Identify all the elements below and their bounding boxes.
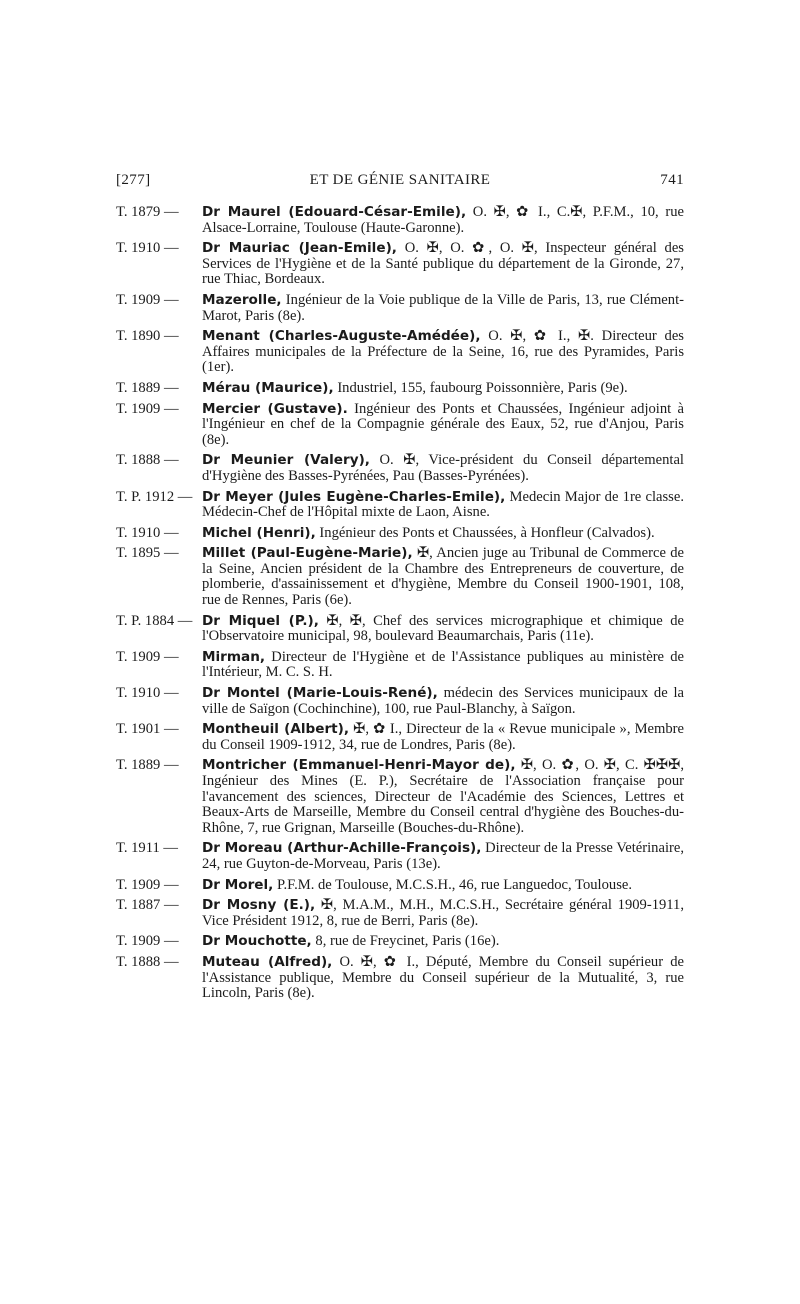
entry-description: P.F.M. de Toulouse, M.C.S.H., 46, rue Languedoc, Toulouse. [277,876,633,893]
entry-code: T. 1887 — [116,897,179,914]
entry-description: ✠, ✠, Chef des services micrographique et chimique de l'Observatoire municipal, 98, boulevard Beaumarchais, Paris (11e). [202,612,684,645]
list-item [116,241,684,288]
list-item [116,841,684,872]
entry-code: T. 1889 — [116,757,179,774]
page-reference: [277] [116,172,151,188]
entry-name: Mercier (Gustave). [202,400,348,417]
list-item [116,453,684,484]
entry-code: T. 1901 — [116,721,179,738]
list-item [116,329,684,376]
list-item [116,402,684,449]
entry-name: Millet (Paul-Eugène-Marie), [202,545,413,562]
entry-description: médecin des Services municipaux de la ville de Saïgon (Cochinchine), 100, rue Paul-Blanchy, à Saïgon. [202,685,685,717]
entry-name: Michel (Henri), [202,524,316,541]
entry-name: Dr Mauriac (Jean-Emile), [202,240,397,257]
entry-name: Menant (Charles-Auguste-Amédée), [202,328,481,345]
entry-name: Dr Miquel (P.), [202,612,319,629]
list-item [116,650,684,681]
list-item [116,898,684,929]
entry-description: ✠, ✿ I., Directeur de la « Revue municipale », Membre du Conseil 1909-1912, 34, rue de Londres, Paris (8e). [202,721,685,753]
entry-code: T. 1909 — [116,291,179,308]
entry-name: Mazerolle, [202,291,282,308]
entry-name: Muteau (Alfred), [202,953,333,970]
page-number: 741 [660,172,684,188]
entry-description: Directeur de l'Hygiène et de l'Assistance publiques au ministère de l'Intérieur, M. C. S. H. [202,648,685,681]
entry-name: Dr Mosny (E.), [202,897,316,914]
list-item [116,614,684,645]
list-item [116,722,684,753]
list-item [116,758,684,836]
entry-code: T. 1910 — [116,240,179,257]
running-header [116,172,684,194]
entry-name: Dr Moreau (Arthur-Achille-François), [202,840,482,857]
entry-code: T. 1911 — [116,840,179,857]
entry-code: T. 1879 — [116,204,179,220]
list-item [116,293,684,324]
entry-code: T. 1889 — [116,379,179,396]
member-list [116,205,684,1007]
list-item [116,878,684,894]
entry-name: Montheuil (Albert), [202,721,350,738]
entry-description: ✠, O. ✿, O. ✠, C. ✠✠✠, Ingénieur des Mines (E. P.), Secrétaire de l'Association française pour l'avancement des sciences, Directeur de l'Académie des Sciences, Lettres et Beaux-Arts de Marseille, Membre du Conseil central d'hygiène des Bouches-du-Rhône, 7, rue Grignan, Marseille (Bouches-du-Rhône). [202,757,684,836]
list-item [116,686,684,717]
entry-name: Mirman, [202,648,266,665]
entry-description: ✠, M.A.M., M.H., M.C.S.H., Secrétaire général 1909-1911, Vice Président 1912, 8, rue de Berri, Paris (8e). [202,897,684,929]
list-item [116,955,684,1002]
entry-name: Dr Morel, [202,876,274,893]
entry-code: T. 1888 — [116,452,179,469]
entry-name: Dr Montel (Marie-Louis-René), [202,685,438,702]
entry-code: T. 1895 — [116,545,179,562]
list-item [116,381,684,397]
entry-code: T. 1910 — [116,524,179,541]
entry-description: O. ✠, ✿ I., C.✠, P.F.M., 10, rue Alsace-Lorraine, Toulouse (Haute-Garonne). [202,204,684,236]
entry-name: Montricher (Emmanuel-Henri-Mayor de), [202,757,516,774]
entry-code: T. 1909 — [116,648,179,665]
entry-code: T. P. 1884 — [116,612,193,629]
entry-description: Ingénieur de la Voie publique de la Ville de Paris, 13, rue Clément-Marot, Paris (8e). [202,291,684,324]
entry-name: Mérau (Maurice), [202,379,334,396]
entry-code: T. 1888 — [116,953,179,970]
entry-description: O. ✠, O. ✿, O. ✠, Inspecteur général des Services de l'Hygiène et de la Santé publique du département de la Gironde, 27, rue Thiac, Bordeaux. [202,240,684,288]
entry-description: Ingénieur des Ponts et Chaussées, à Honfleur (Calvados). [319,524,655,541]
entry-name: Dr Mouchotte, [202,933,312,950]
entry-description: O. ✠, Vice-président du Conseil départemental d'Hygiène des Basses-Pyrénées, Pau (Basses-Pyrénées). [202,452,684,484]
list-item [116,205,684,236]
entry-code: T. P. 1912 — [116,488,193,505]
entry-code: T. 1910 — [116,685,179,702]
entry-code: T. 1909 — [116,400,179,417]
list-item [116,546,684,608]
entry-description: Ingénieur des Ponts et Chaussées, Ingénieur adjoint à l'Ingénieur en chef de la Compagnie générale des Eaux, 52, rue d'Anjou, Paris (8e). [202,400,685,448]
entry-description: 8, rue de Freycinet, Paris (16e). [315,933,500,950]
entry-code: T. 1890 — [116,328,179,345]
list-item [116,490,684,521]
entry-name: Dr Meunier (Valery), [202,452,370,469]
entry-description: Directeur de la Presse Vetérinaire, 24, rue Guyton-de-Morveau, Paris (13e). [202,840,684,872]
entry-description: Industriel, 155, faubourg Poissonnière, Paris (9e). [337,379,628,396]
running-title: ET DE GÉNIE SANITAIRE [309,172,491,188]
entry-description: ✠, Ancien juge au Tribunal de Commerce de la Seine, Ancien président de la Chambre des Entrepreneurs de couverture, de plomberie, d'assainissement et d'hygiène, Membre du Conseil 1900-1901, 108, rue de Rennes, Paris (6e). [202,545,684,609]
entry-description: O. ✠, ✿ I., Député, Membre du Conseil supérieur de l'Assistance publique, Membre du Conseil supérieur de la Mutualité, 3, rue Lincoln, Paris (8e). [202,953,684,1002]
entry-description: Medecin Major de 1re classe. Médecin-Chef de l'Hôpital mixte de Laon, Aisne. [202,488,684,521]
list-item [116,934,684,950]
entry-code: T. 1909 — [116,876,179,893]
entry-code: T. 1909 — [116,933,179,950]
list-item [116,526,684,542]
entry-description: O. ✠, ✿ I., ✠. Directeur des Affaires municipales de la Préfecture de la Seine, 16, rue des Pyramides, Paris (1er). [202,328,684,376]
entry-name: Dr Meyer (Jules Eugène-Charles-Emile), [202,488,506,505]
entry-name: Dr Maurel (Edouard-César-Emile), [202,204,467,220]
